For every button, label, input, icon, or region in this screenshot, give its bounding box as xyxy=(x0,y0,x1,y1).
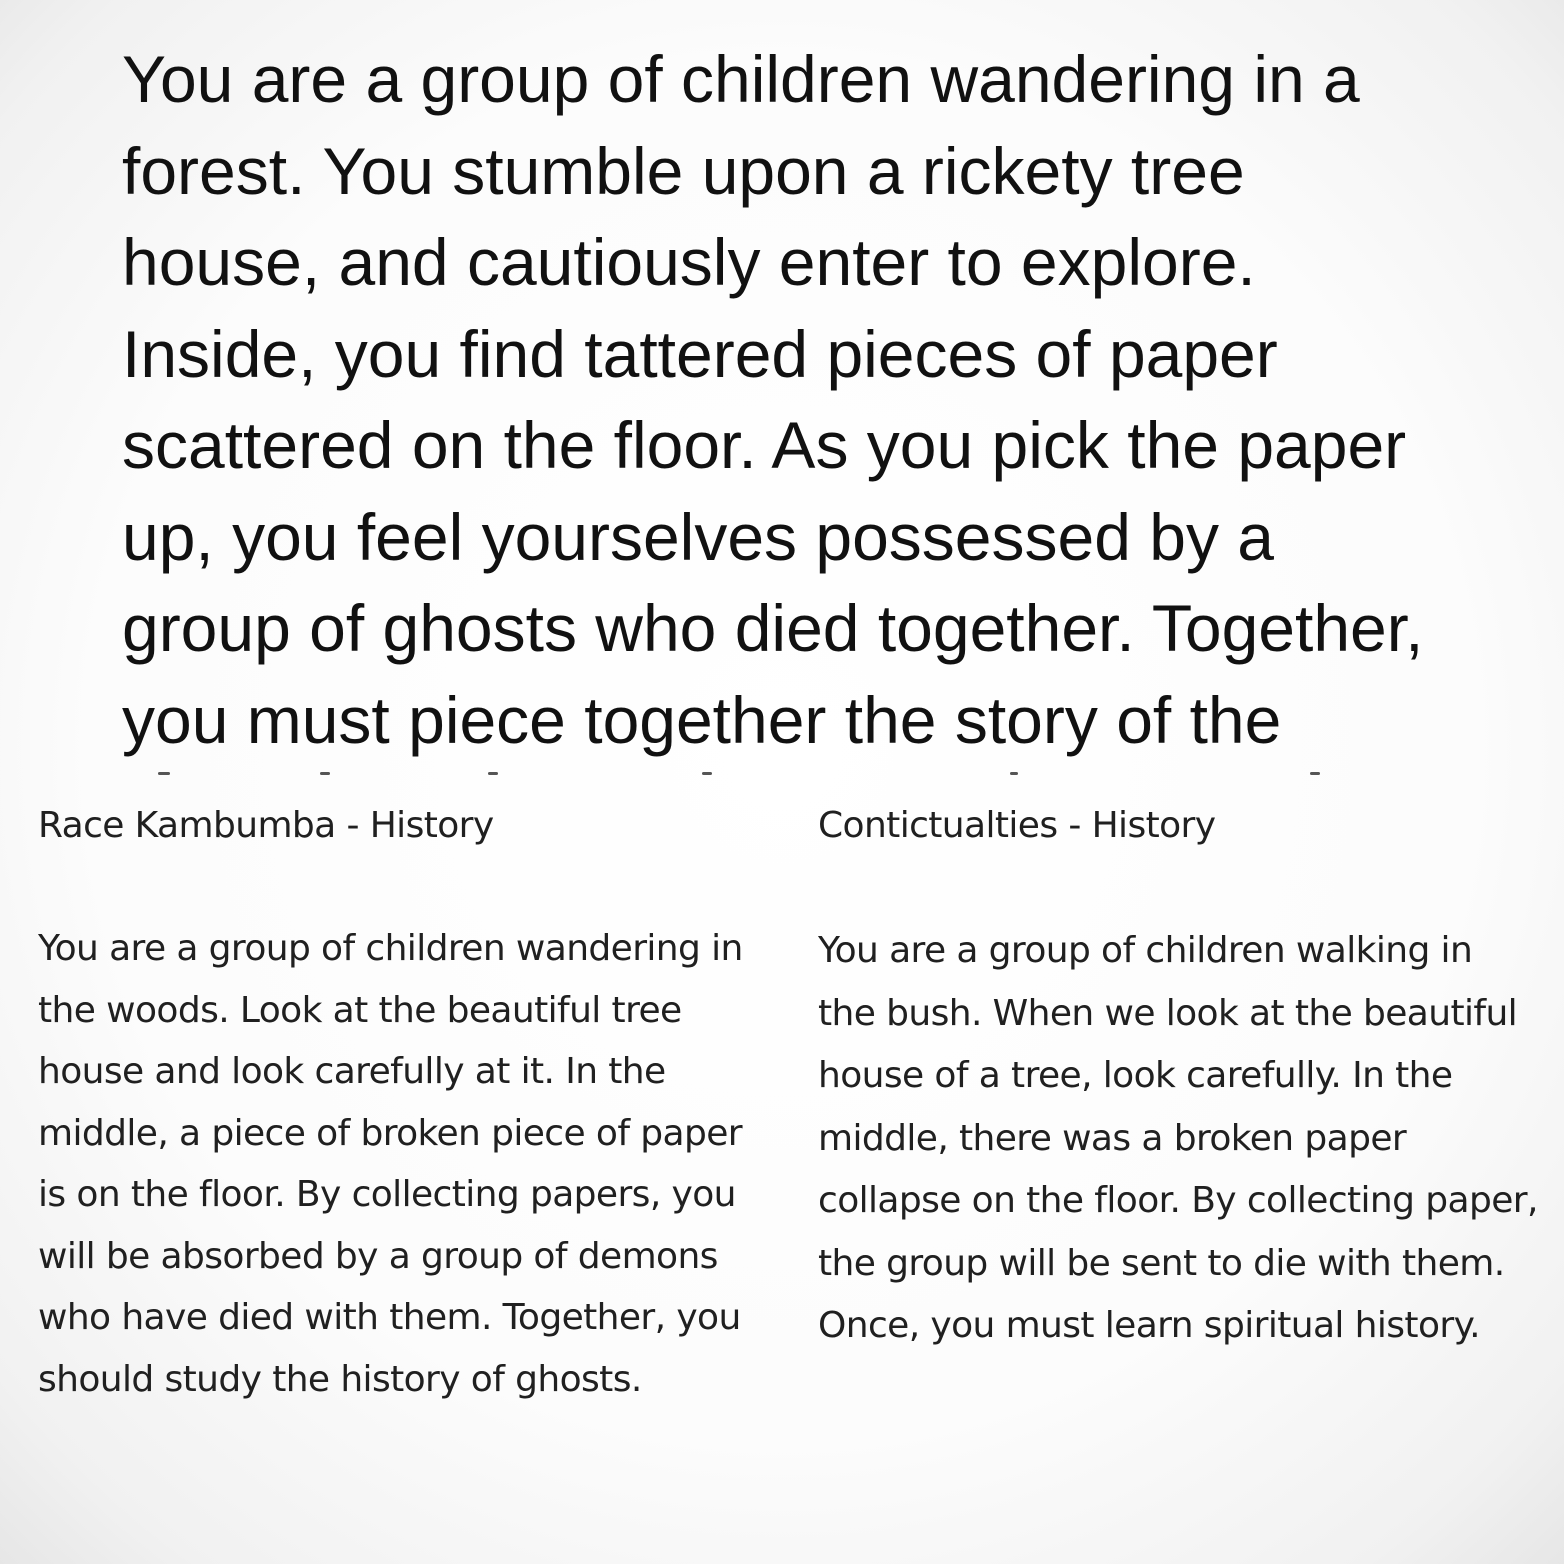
translation-left-title: Race Kambumba - History xyxy=(38,805,494,846)
translation-left-body: You are a group of children wandering in the woods. Look at the beautiful tree house and look carefully at it. In the middle, a piece of broken piece of paper is on the floor. By collecting papers, you will be absorbed by a group of demons who have died with them. Together, you should study the history of ghosts. xyxy=(38,928,743,1400)
original-passage-text: You are a group of children wandering in a forest. You stumble upon a rickety tree house, and cautiously enter to explore. Inside, you find tattered pieces of paper scattered on the floor. As you pick the paper up, you feel yourselves possessed by a group of ghosts who died together. Together, you must piece together the story of the xyxy=(122,42,1424,757)
translation-left xyxy=(38,800,768,1400)
translation-right xyxy=(818,800,1538,1346)
cut-off-text-line xyxy=(0,772,1564,778)
original-passage xyxy=(122,34,1452,770)
translation-right-body: You are a group of children walking in the bush. When we look at the beautiful house of a tree, look carefully. In the middle, there was a broken paper collapse on the floor. By collecting paper, the group will be sent to die with them. Once, you must learn spiritual history. xyxy=(818,930,1538,1346)
translation-right-title: Contictualties - History xyxy=(818,805,1216,846)
